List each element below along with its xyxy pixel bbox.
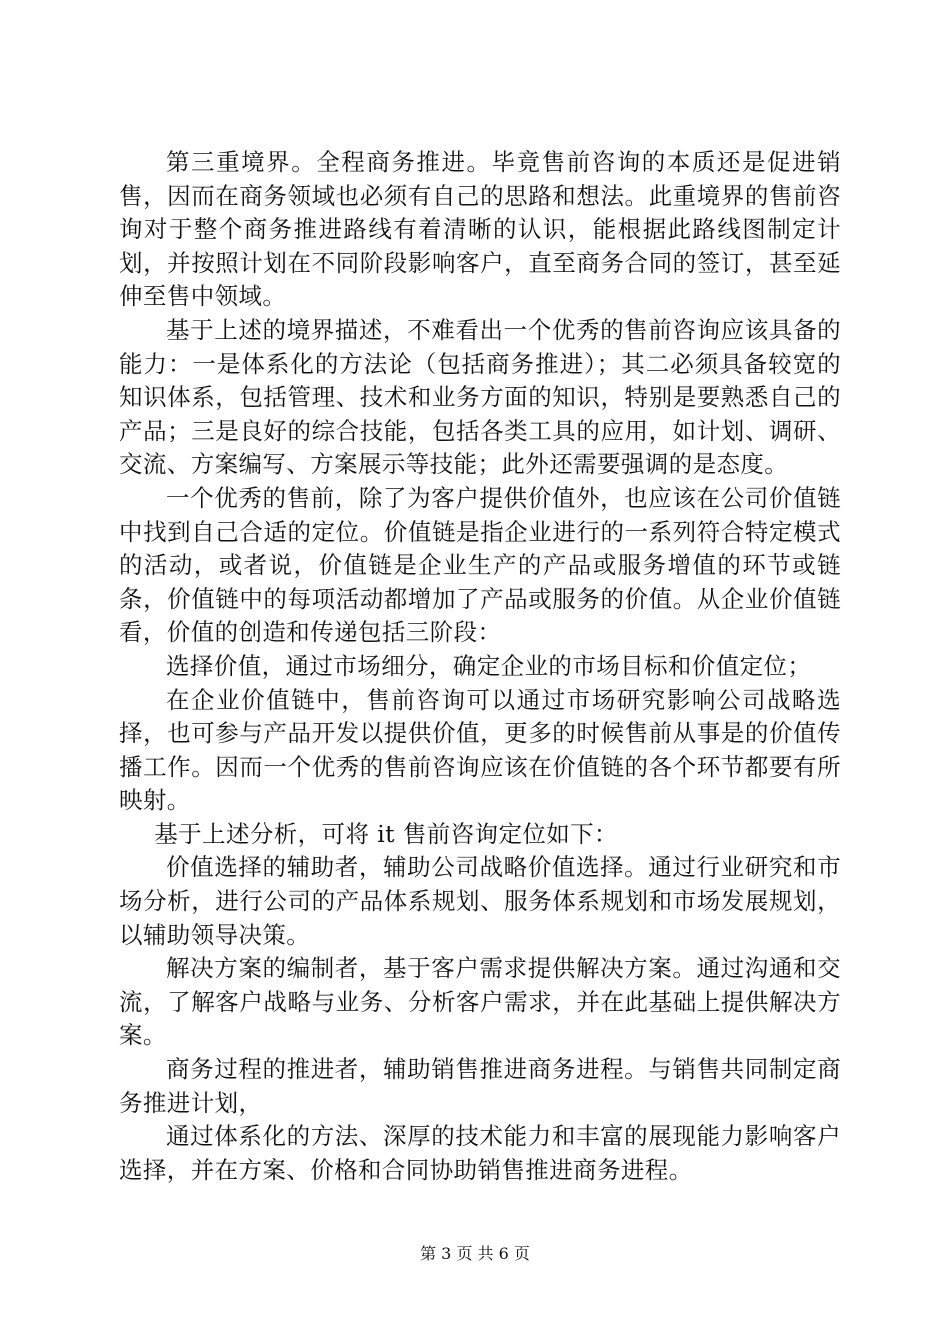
paragraph-6: 基于上述分析，可将 it 售前咨询定位如下： bbox=[154, 819, 618, 848]
paragraph-5: 在企业价值链中，售前咨询可以通过市场研究影响公司战略选择，也可参与产品开发以提供价值，更多的时候售前从事是的价值传播工作。因而一个优秀的售前咨询应该在价值链的各个环节都要有所映射。 bbox=[119, 685, 841, 815]
paragraph-10: 通过体系化的方法、深厚的技术能力和丰富的展现能力影响客户选择，并在方案、价格和合同协助销售推进商务进程。 bbox=[119, 1122, 841, 1184]
paragraph-7: 价值选择的辅助者，辅助公司战略价值选择。通过行业研究和市场分析，进行公司的产品体系规划、服务体系规划和市场发展规划，以辅助领导决策。 bbox=[119, 853, 841, 949]
paragraph-9: 商务过程的推进者，辅助销售推进商务进程。与销售共同制定商务推进计划， bbox=[119, 1055, 841, 1117]
paragraph-8: 解决方案的编制者，基于客户需求提供解决方案。通过沟通和交流，了解客户战略与业务、分析客户需求，并在此基础上提供解决方案。 bbox=[119, 954, 841, 1050]
paragraph-4: 选择价值，通过市场细分，确定企业的市场目标和价值定位； bbox=[166, 651, 812, 680]
paragraph-2: 基于上述的境界描述，不难看出一个优秀的售前咨询应该具备的能力：一是体系化的方法论（包括商务推进）；其二必须具备较宽的知识体系，包括管理、技术和业务方面的知识，特别是要熟悉自己的产品；三是良好的综合技能，包括各类工具的应用，如计划、调研、交流、方案编写、方案展示等技能；此外还需要强调的是态度。 bbox=[119, 315, 841, 479]
page-number-footer: 第 3 页 共 6 页 bbox=[420, 1244, 530, 1263]
paragraph-3: 一个优秀的售前，除了为客户提供价值外，也应该在公司价值链中找到自己合适的定位。价值链是指企业进行的一系列符合特定模式的活动，或者说，价值链是企业生产的产品或服务增值的环节或链条，价值链中的每项活动都增加了产品或服务的价值。从企业价值链看，价值的创造和传递包括三阶段： bbox=[119, 483, 841, 647]
paragraph-1: 第三重境界。全程商务推进。毕竟售前咨询的本质还是促进销售，因而在商务领域也必须有自己的思路和想法。此重境界的售前咨询对于整个商务推进路线有着清晰的认识，能根据此路线图制定计划，并按照计划在不同阶段影响客户，直至商务合同的签订，甚至延伸至售中领域。 bbox=[119, 148, 841, 311]
document-body bbox=[119, 146, 841, 1187]
